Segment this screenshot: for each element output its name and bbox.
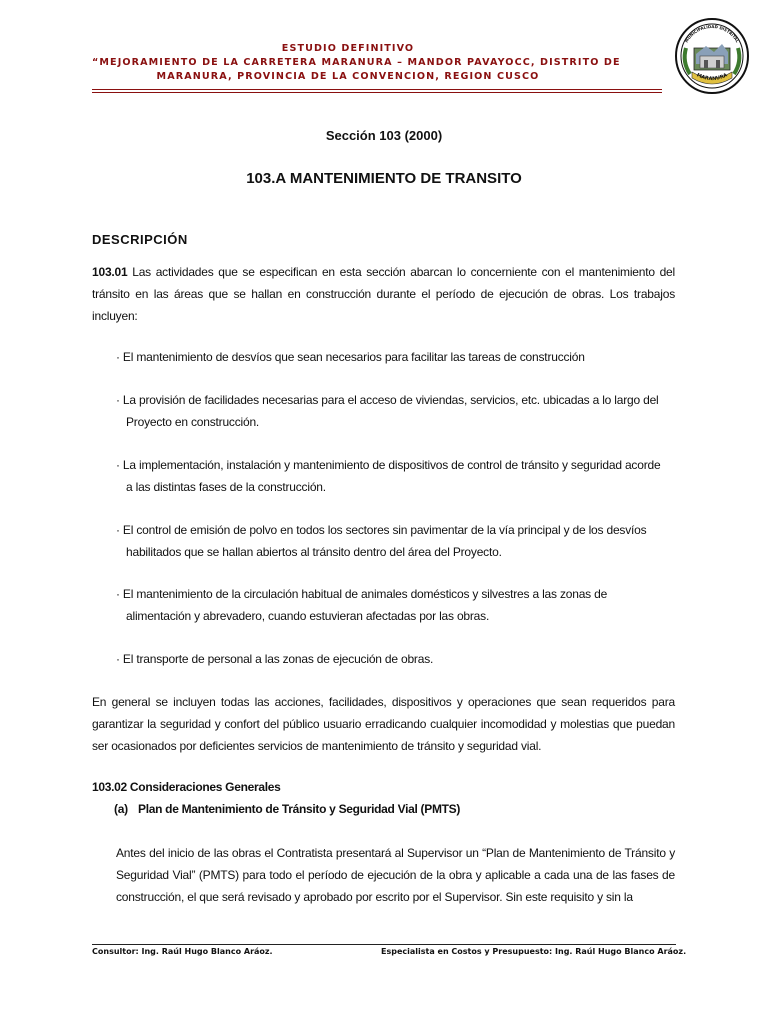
bullet-text: · La implementación, instalación y mantenimiento de dispositivos de control de tránsito y seguridad acorde — [116, 458, 661, 472]
main-title: 103.A MANTENIMIENTO DE TRANSITO — [246, 170, 522, 187]
heading-103-02: 103.02 Consideraciones Generales — [92, 780, 281, 794]
municipality-seal-icon — [674, 18, 750, 96]
seal-bottom-text: MARANURA — [695, 72, 729, 83]
footer-rule — [92, 944, 676, 945]
bullet-continuation: Proyecto en construcción. — [126, 415, 260, 429]
bullet-continuation: habilitados que se hallan abiertos al tránsito dentro del área del Proyecto. — [126, 545, 502, 559]
subheading-a — [114, 802, 460, 816]
description-heading: DESCRIPCIÓN — [92, 232, 188, 247]
bullet-item-4 — [116, 519, 675, 563]
subheading-text: Plan de Mantenimiento de Tránsito y Seguridad Vial (PMTS) — [138, 802, 461, 816]
header-line-2: “MEJORAMIENTO DE LA CARRETERA MARANURA – MANDOR PAVAYOCC, DISTRITO DE — [92, 57, 621, 68]
paragraph-text: Las actividades que se especifican en esta sección abarcan lo concerniente con el mantenimiento del tránsito en las áreas que se hallan en construcción durante el período de ejecución de obras. Los trabajos incluyen: — [92, 265, 675, 323]
bullet-text: · El control de emisión de polvo en todos los sectores sin pavimentar de la vía principal y de los desvíos — [116, 523, 647, 537]
header-rule-1 — [92, 89, 662, 90]
bullet-text: · El transporte de personal a las zonas de ejecución de obras. — [116, 652, 434, 666]
bullet-item-3 — [116, 454, 675, 498]
seal-top-text: MUNICIPALIDAD DISTRITAL — [683, 23, 741, 44]
document-header — [92, 42, 621, 84]
header-rule-2 — [92, 92, 662, 93]
section-label: Sección 103 (2000) — [325, 128, 443, 143]
bullet-continuation: a las distintas fases de la construcción. — [126, 480, 326, 494]
bullet-text: · La provisión de facilidades necesarias para el acceso de viviendas, servicios, etc. ubicadas a lo largo del — [116, 393, 659, 407]
pmts-paragraph: Antes del inicio de las obras el Contratista presentará al Supervisor un “Plan de Mantenimiento de Tránsito y Seguridad Vial” (PMTS) para todo el período de ejecución de la obra y aplicable a cada una de las fases de construcción, el que será revisado y aprobado por escrito por el Supervisor. Sin este requisito y sin la — [116, 846, 675, 904]
general-paragraph: En general se incluyen todas las acciones, facilidades, dispositivos y operaciones que sean requeridos para garantizar la seguridad y confort del público usuario erradicando cualquier incomodidad y molestias que puedan ser ocasionados por deficientes servicios de mantenimiento de tránsito y seguridad vial. — [92, 695, 675, 753]
bullet-text: · El mantenimiento de desvíos que sean necesarios para facilitar las tareas de construcción — [116, 350, 585, 364]
header-line-1: ESTUDIO DEFINITIVO — [281, 43, 415, 54]
paragraph-number: 103.01 — [92, 265, 128, 279]
header-line-3: MARANURA, PROVINCIA DE LA CONVENCION, REGION CUSCO — [156, 71, 540, 82]
bullet-item-5 — [116, 583, 675, 627]
bullet-item-2 — [116, 389, 675, 433]
footer-consultant: Consultor: Ing. Raúl Hugo Blanco Aráoz. — [92, 947, 273, 956]
bullet-item-6 — [116, 648, 675, 670]
subheading-marker: (a) — [114, 802, 128, 816]
bullet-text: · El mantenimiento de la circulación habitual de animales domésticos y silvestres a las zonas de — [116, 587, 608, 601]
footer-specialist: Especialista en Costos y Presupuesto: Ing. Raúl Hugo Blanco Aráoz. — [381, 947, 687, 956]
bullet-continuation: alimentación y abrevadero, cuando estuvieran afectadas por las obras. — [126, 609, 490, 623]
paragraph-103-01 — [92, 261, 675, 327]
bullet-item-1 — [116, 346, 675, 368]
